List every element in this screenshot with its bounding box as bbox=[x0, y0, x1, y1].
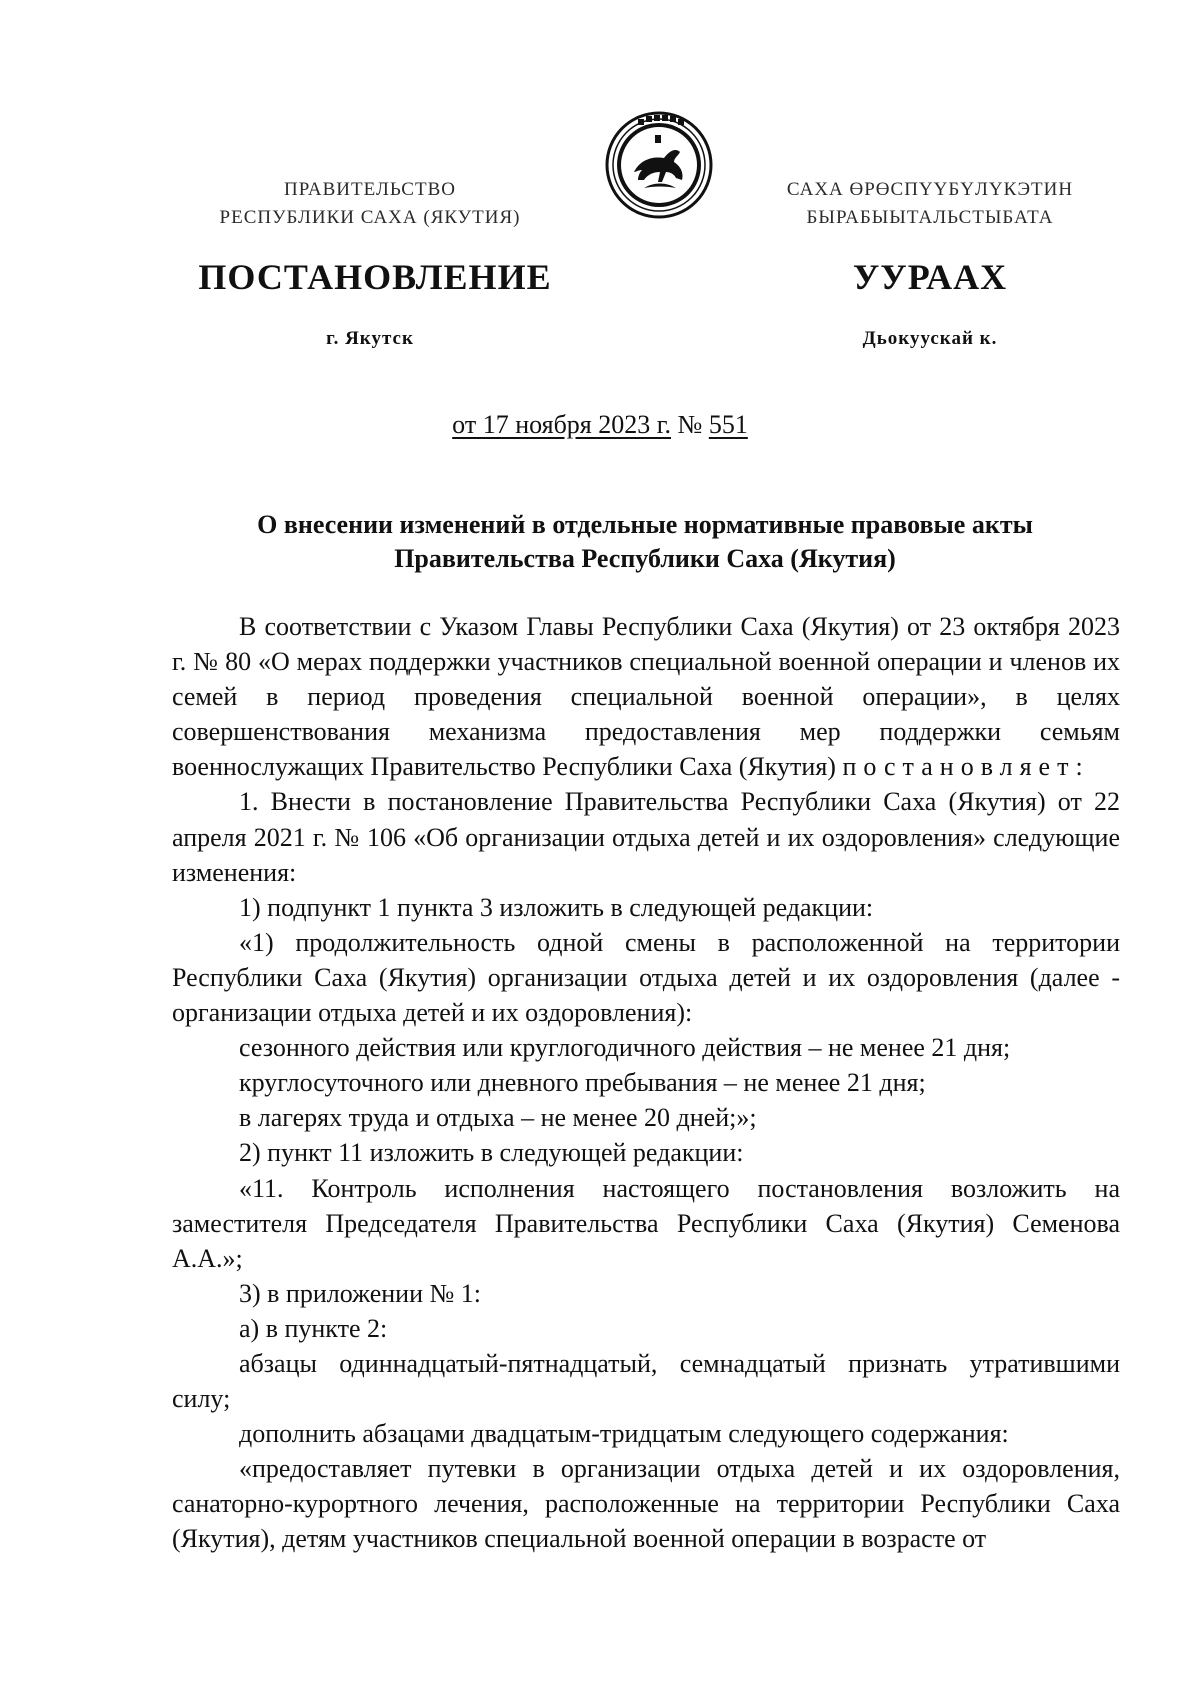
header-right-line2: БЫРАБЫЫТАЛЬСТЫБАТА bbox=[806, 207, 1054, 228]
intro-text: В соответствии с Указом Главы Республики Саха (Якутия) от 23 октября 2023 г. № 80 «О мерах поддержки участников специальной военной операции и членов их семей в период проведения специальной военной операции», в целях совершенствования механизма предоставления мер поддержки семьям военнослужащих Правительство Республики Саха (Якутия) bbox=[172, 612, 1120, 782]
header-right-line1: САХА ӨРӨСПҮҮБҮЛҮКЭТИН bbox=[786, 179, 1074, 200]
paragraph: «11. Контроль исполнения настоящего постановления возложить на заместителя Председателя Правительства Республики Саха (Якутия) Семенова А.А.»; bbox=[172, 1173, 1120, 1273]
header-left bbox=[150, 176, 590, 232]
paragraph: абзацы одиннадцатый-пятнадцатый, семнадцатый признать утратившими силу; bbox=[172, 1348, 1120, 1414]
title-line1: О внесении изменений в отдельные нормативные правовые акты bbox=[257, 510, 1033, 539]
paragraph: сезонного действия или круглогодичного действия – не менее 21 дня; bbox=[239, 1033, 1011, 1063]
header-left-line1: ПРАВИТЕЛЬСТВО bbox=[284, 179, 456, 200]
paragraph: круглосуточного или дневного пребывания – не менее 21 дня; bbox=[239, 1068, 926, 1098]
paragraph: 3) в приложении № 1: bbox=[239, 1278, 482, 1308]
intro-verb: постановляет: bbox=[842, 752, 1090, 782]
document-date-number bbox=[0, 410, 1200, 440]
title-line2: Правительства Республики Саха (Якутия) bbox=[394, 544, 896, 573]
paragraph: 1. Внести в постановление Правительства Республики Саха (Якутия) от 22 апреля 2021 г. № 106 «Об организации отдыха детей и их оздоровления» следующие изменения: bbox=[172, 787, 1120, 887]
paragraph: «1) продолжительность одной смены в расположенной на территории Республики Саха (Якутия) организации отдыха детей и их оздоровления (далее - организации отдыха детей и их оздоровления): bbox=[172, 927, 1120, 1028]
header-right bbox=[730, 176, 1130, 232]
paragraph: «предоставляет путевки в организации отдыха детей и их оздоровления, санаторно-курортного лечения, расположенные на территории Республики Саха (Якутия), детям участников специальной военной операции в возрасте от bbox=[172, 1454, 1120, 1554]
coat-of-arms-icon bbox=[604, 110, 714, 220]
document-body bbox=[172, 609, 1120, 1557]
document-date: от 17 ноября 2023 г. bbox=[452, 410, 671, 439]
city-ru: г. Якутск bbox=[326, 328, 414, 349]
paragraph-intro bbox=[172, 609, 1120, 784]
paragraph: дополнить абзацами двадцатым-тридцатым следующего содержания: bbox=[239, 1419, 1009, 1449]
header-left-line2: РЕСПУБЛИКИ САХА (ЯКУТИЯ) bbox=[219, 207, 521, 228]
paragraph: 1) подпункт 1 пункта 3 изложить в следующей редакции: bbox=[239, 892, 874, 922]
doc-type-sah: УУРААХ bbox=[852, 257, 1008, 297]
number-sign: № bbox=[677, 410, 703, 439]
paragraph: 2) пункт 11 изложить в следующей редакции: bbox=[239, 1138, 744, 1168]
document-number: 551 bbox=[708, 410, 748, 439]
document-title bbox=[170, 508, 1120, 576]
paragraph: а) в пункте 2: bbox=[239, 1313, 388, 1343]
paragraph: в лагерях труда и отдыха – не менее 20 дней;»; bbox=[239, 1103, 757, 1133]
doc-type-ru: ПОСТАНОВЛЕНИЕ bbox=[198, 257, 552, 297]
city-sah: Дьокуускай к. bbox=[862, 328, 998, 349]
